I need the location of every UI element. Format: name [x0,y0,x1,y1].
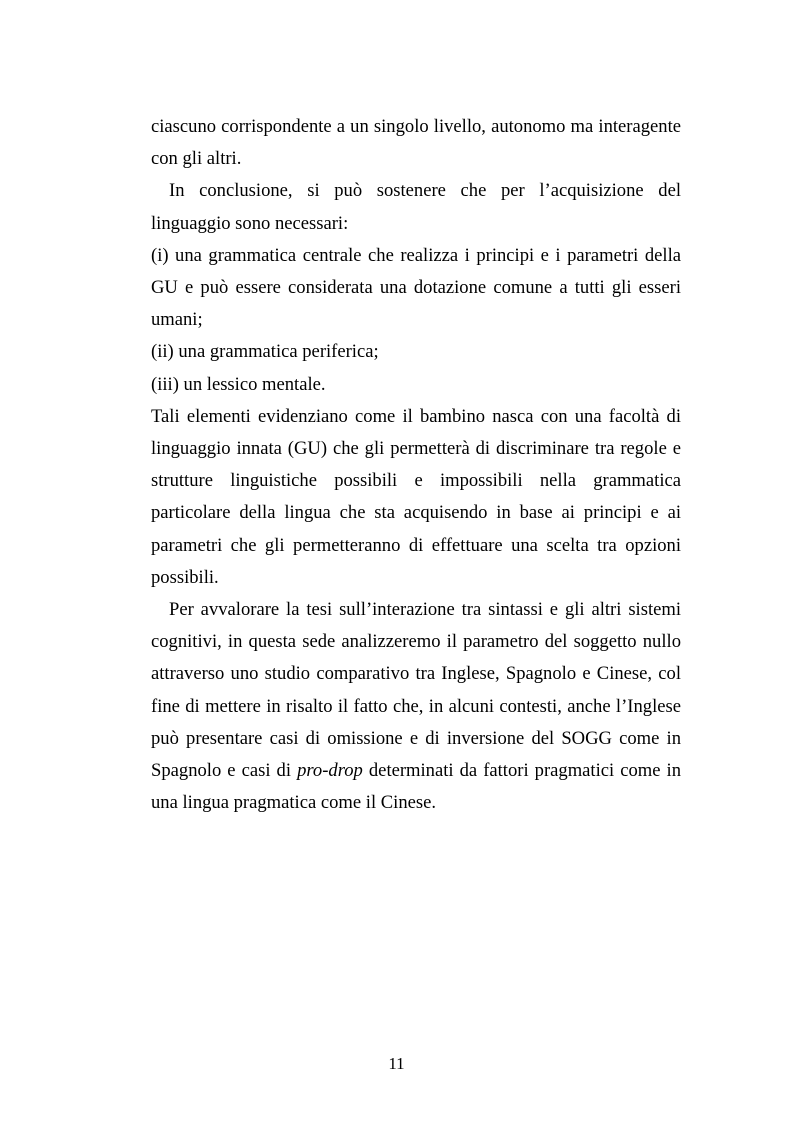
list-item-central-grammar: (i) una grammatica centrale che realizza i principi e i parametri della GU e può essere considerata una dotazione comune a tutti gli esseri umani; [151,244,681,331]
paragraph-elements: Tali elementi evidenziano come il bambino nasca con una facoltà di linguaggio innata (GU) che gli permetterà di discriminare tra regole e strutture linguistiche possibili e impossibili nella grammatica particolare della lingua che sta acquisendo in base ai principi e ai parametri che gli permetteranno di effettuare una scelta tra opzioni possibili. [151,405,681,588]
paragraph-thesis-part-2: determinati da fattori pragmatici come in una lingua pragmatica come il Cinese. [151,760,681,814]
paragraph-continuation: ciascuno corrispondente a un singolo livello, autonomo ma interagente con gli altri. [151,116,681,170]
body-text [151,111,681,819]
list-item-peripheral-grammar: (ii) una grammatica periferica; [151,341,379,363]
paragraph-thesis-part-1: Per avvalorare la tesi sull’interazione tra sintassi e gli altri sistemi cognitivi, in questa sede analizzeremo il parametro del soggetto nullo attraverso uno studio comparativo tra Inglese, Spagnolo e Cinese, col fine di mettere in risalto il fatto che, in alcuni contesti, anche l’Inglese può presentare casi di omissione e di inversione del SOGG come in Spagnolo e casi di [151,599,681,782]
paragraph-conclusion: In conclusione, si può sostenere che per l’acquisizione del linguaggio sono necessari: [151,180,681,234]
page-number: 11 [388,1054,405,1073]
paragraph-thesis [151,594,681,819]
list-item-mental-lexicon: (iii) un lessico mentale. [151,373,326,395]
italic-term-pro-drop: pro-drop [297,760,363,782]
